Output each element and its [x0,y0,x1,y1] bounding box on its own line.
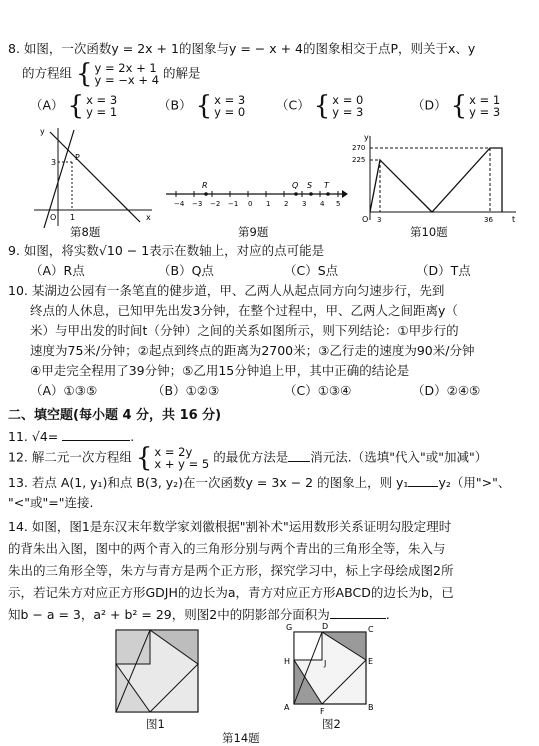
option-row1: x = 3 [214,93,246,107]
q14-text-b: . [385,607,390,622]
q9-stem [8,242,324,259]
y-axis-label: y [364,133,369,142]
q9-option-a: （A）R点 [30,263,85,278]
q8-sys-row2: y = −x + 4 [94,73,160,87]
point-dot [204,192,208,196]
tick-label: 0 [248,200,253,208]
answer-blank[interactable] [62,428,130,441]
figure-14-2-caption: 图2 [322,717,341,731]
brace-icon: { [195,91,213,121]
tick-label: 2 [284,200,289,208]
q12-prefix: 12. 解二元一次方程组 [8,449,132,465]
q13-line-2: "<"或"="连接. [8,495,94,510]
q12-mid: 的最优方法是 [213,449,289,465]
figure-14-2 [268,620,378,718]
brace-icon: { [135,443,153,473]
point-t-label: T [324,181,329,190]
y-axis-label: y [40,127,45,136]
figure-8-graph [28,124,156,228]
tick-270-label: 270 [352,144,366,152]
tick-label: −2 [210,200,221,208]
tick-label: 1 [266,200,271,208]
option-row2: y = 3 [332,105,364,119]
q8-option-a [30,91,118,121]
q10-line-5: ④甲走完全程用了39分钟；⑤乙用15分钟追上甲，其中正确的结论是 [30,363,410,378]
figure-9-number-line [162,176,348,216]
q12-row2: x + y = 5 [154,457,210,471]
answer-blank[interactable] [408,474,438,487]
point-c-label: C [368,625,374,634]
answer-blank[interactable] [288,449,310,462]
figure-9-caption: 第9题 [238,225,269,239]
q14-line-3: 朱出的三角形全等，朱方与青方是两个正方形，探究学习中，标上字母绘成图2所 [8,563,454,578]
tick-3-label: 3 [377,216,382,224]
q12 [8,443,488,473]
q11-text: 11. √4= [8,429,63,444]
point-p-label: P [75,153,80,162]
q11: 11. √4= . [8,429,135,444]
tick-1-label: 1 [70,213,76,222]
figure-10-graph [352,132,520,224]
q10-option-b: （B）①②③ [152,383,220,398]
q14-line-1: 14. 如图，图1是东汉末年数学家刘徽根据"割补术"运用数形关系证明勾股定理时 [8,519,452,534]
point-g-label: G [286,623,293,632]
point-e-label: E [368,657,374,666]
line-neg-x-plus-4 [50,132,140,222]
q8-equation-system [76,59,160,89]
q12-row1: x = 2y [154,445,193,459]
q9-stem-prefix: 9. 如图，将实数 [8,243,99,258]
q14-line-2: 的背朱出入图，图中的两个青入的三角形分别与两个青出的三角形全等，朱入与 [8,541,446,556]
point-f-label: F [320,707,325,716]
figure-14-caption: 第14题 [222,731,260,745]
option-row1: x = 1 [469,93,501,107]
option-label: （C） [276,97,310,113]
q10-option-d: （D）②④⑤ [412,383,481,398]
q10-line-1: 10. 某湖边公园有一条笔直的健步道，甲、乙两人从起点同方向匀速步行，先到 [8,283,445,298]
q9-sqrt: √10 [98,243,123,258]
q9-stem-suffix: − 1表示在数轴上，对应的点可能是 [122,243,325,258]
q13-line-1 [8,474,510,491]
tick-label: 3 [302,200,307,208]
t-axis-label: t [512,215,516,224]
q9-option-d: （D）T点 [416,263,471,278]
arrow-right-icon [342,190,348,198]
point-b-label: B [368,703,374,712]
point-q-label: Q [292,181,299,190]
q10-line-3: 米）与甲出发的时间t（分钟）之间的关系如图所示，则下列结论：①甲步行的 [30,323,459,338]
option-label: （D） [412,97,447,113]
q8-stem-line2 [22,59,201,89]
q13-text-a: 13. 若点 A(1, y₁)和点 B(3, y₂)在一次函数y = 3x − 2 的图象上，则 y₁ [8,475,409,490]
q9-option-b: （B）Q点 [158,263,214,278]
tick-225-label: 225 [352,156,366,164]
brace-icon: { [313,91,331,121]
q8-stem-suffix: 的解是 [163,65,201,81]
point-dot [326,192,330,196]
q8-option-d [412,91,501,121]
q10-line-2: 终点的人休息，已知甲先出发3分钟，在整个过程中，甲、乙两人之间距离y（ [30,303,458,318]
brace-icon: { [450,91,468,121]
tick-3-label: 3 [51,158,57,167]
option-row2: y = 1 [86,105,118,119]
q10-option-a: （A）①③⑤ [30,383,98,398]
origin-label: O [50,213,57,222]
q8-option-b [158,91,246,121]
option-row1: x = 3 [86,93,118,107]
zhu-square [116,630,150,664]
q8-stem-prefix: 的方程组 [22,65,73,81]
q13-text-b: y₂（用">"、 [438,475,511,490]
point-s-label: S [307,181,313,190]
point-j-label: J [324,659,327,668]
q8-sys-row1: y = 2x + 1 [94,61,157,75]
tick-label: 4 [320,200,325,208]
point-a-label: A [284,703,290,712]
point-r-label: R [202,181,208,190]
tick-label: −3 [192,200,203,208]
q8-option-c [276,91,364,121]
q12-suffix: 消元法.（选填"代入"或"加减"） [310,449,488,465]
q8-stem-line1: 8. 如图，一次函数y = 2x + 1的图象与y = − x + 4的图象相交于点P，则关于x、y [8,41,476,56]
origin-label: O [362,215,369,224]
q14-text-a: 知b − a = 3，a² + b² = 29，则图2中的阴影部分面积为 [8,607,330,622]
x-axis-label: x [146,213,151,222]
point-d-label: D [322,622,329,631]
tick-label: 5 [336,200,341,208]
square-gdjh [294,632,322,660]
q14-line-4: 示，若记朱方对应正方形GDJH的边长为a，青方对应正方形ABCD的边长为b，已 [8,585,454,600]
option-label: （B） [158,97,192,113]
q10-line-4: 速度为75米/分钟；②起点到终点的距离为2700米；③乙行走的速度为90米/分钟 [30,343,475,358]
option-row2: y = 3 [469,105,501,119]
tick-label: −4 [174,200,185,208]
q9-option-c: （C）S点 [284,263,339,278]
distance-polyline [370,148,502,212]
tick-label: −1 [228,200,239,208]
option-row2: y = 0 [214,105,246,119]
answer-blank[interactable] [330,606,386,619]
brace-icon: { [67,91,85,121]
option-label: （A） [30,97,64,113]
figure-14-1 [108,624,208,716]
figure-14-1-caption: 图1 [146,717,165,731]
option-row1: x = 0 [332,93,364,107]
tick-36-label: 36 [484,216,493,224]
brace-icon: { [76,59,93,89]
figure-10-caption: 第10题 [410,225,448,239]
point-dot [309,192,313,196]
figure-8-caption: 第8题 [70,225,101,239]
point-h-label: H [284,657,291,666]
section-title-fill-blank: 二、填空题(每小题 4 分，共 16 分) [8,408,222,423]
point-dot [294,192,298,196]
q10-option-c: （C）①③④ [284,383,352,398]
